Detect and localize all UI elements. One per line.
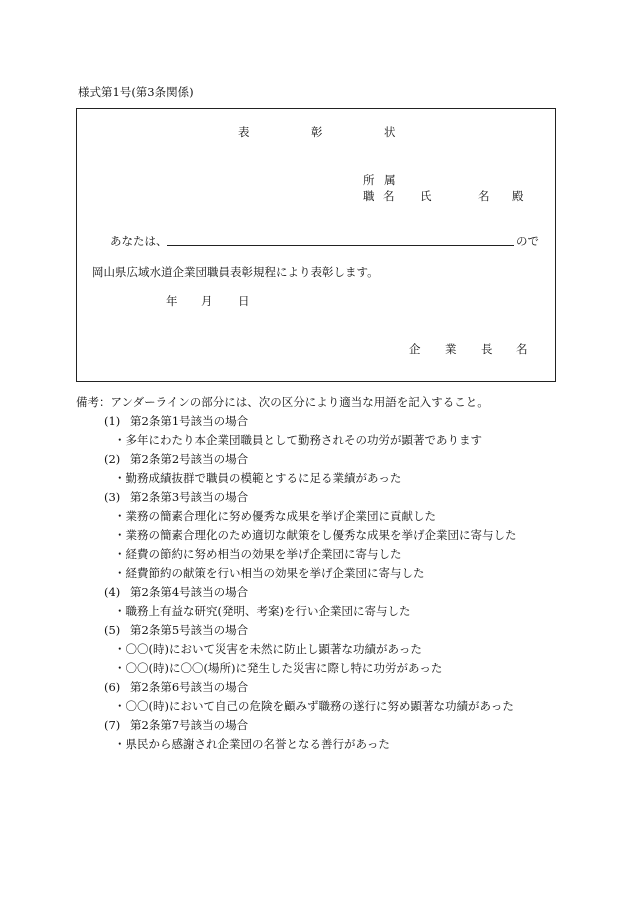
you-text: あなたは、 (110, 234, 168, 248)
list-item: ・〇〇(時)において自己の危険を顧みず職務の遂行に努め顕著な功績があった (114, 699, 514, 713)
list-item: ・〇〇(時)において災害を未然に防止し顕著な功績があった (114, 642, 422, 656)
section-number: (5) (104, 623, 121, 637)
certificate-heading-char: 状 (384, 125, 396, 139)
section-heading (104, 717, 248, 733)
name-label-char: 名 (478, 189, 490, 203)
date-year: 年 (166, 294, 178, 308)
list-item: ・県民から感謝され企業団の名誉となる善行があった (114, 737, 390, 751)
date-day: 日 (238, 294, 250, 308)
list-item: ・業務の簡素合理化のため適切な献策をし優秀な成果を挙げ企業団に寄与した (114, 528, 517, 542)
date-month: 月 (201, 294, 213, 308)
list-item: ・経費節約の献策を行い相当の効果を挙げ企業団に寄与した (114, 566, 425, 580)
section-number: (7) (104, 718, 121, 732)
because-text: ので (516, 234, 539, 248)
section-label: 第2条第2号該当の場合 (130, 452, 249, 466)
list-item: ・業務の簡素合理化に努め優秀な成果を挙げ企業団に貢献した (114, 509, 436, 523)
list-item: ・多年にわたり本企業団職員として勤務されその功労が顕著であります (114, 433, 482, 447)
affiliation-label: 所 属 (363, 173, 396, 187)
section-number: (6) (104, 680, 121, 694)
certificate-heading-char: 彰 (311, 125, 323, 139)
section-heading (104, 489, 248, 505)
list-item: ・勤務成績抜群で職員の模範とするに足る業績があった (114, 471, 402, 485)
head-title-char: 業 (445, 342, 457, 356)
head-title-char: 長 (481, 342, 493, 356)
list-item: ・経費の節約に努め相当の効果を挙げ企業団に寄与した (114, 547, 402, 561)
section-label: 第2条第1号該当の場合 (130, 414, 249, 428)
section-heading (104, 679, 248, 695)
name-label-char: 名 (383, 189, 395, 203)
name-label-char: 職 (363, 189, 375, 203)
section-heading (104, 413, 248, 429)
list-item: ・職務上有益な研究(発明、考案)を行い企業団に寄与した (114, 604, 411, 618)
section-heading (104, 584, 248, 600)
section-heading (104, 451, 248, 467)
section-label: 第2条第5号該当の場合 (130, 623, 249, 637)
name-label-char: 氏 (420, 189, 432, 203)
section-number: (1) (104, 414, 121, 428)
regulation-text: 岡山県広域水道企業団職員表彰規程により表彰します。 (92, 265, 379, 279)
section-label: 第2条第3号該当の場合 (130, 490, 249, 504)
list-item: ・〇〇(時)に〇〇(場所)に発生した災害に際し特に功労があった (114, 661, 443, 675)
name-label-char: 殿 (512, 189, 524, 203)
section-label: 第2条第6号該当の場合 (130, 680, 249, 694)
section-label: 第2条第7号該当の場合 (130, 718, 249, 732)
section-label: 第2条第4号該当の場合 (130, 585, 249, 599)
section-number: (3) (104, 490, 121, 504)
head-title-char: 名 (516, 342, 528, 356)
certificate-heading-char: 表 (238, 125, 250, 139)
section-number: (2) (104, 452, 121, 466)
fill-in-underline (167, 245, 514, 246)
remark-note: 備考：アンダーラインの部分には、次の区分により適当な用語を記入すること。 (76, 395, 489, 409)
form-number-title: 様式第1号(第3条関係) (78, 85, 194, 99)
head-title-char: 企 (409, 342, 421, 356)
section-heading (104, 622, 248, 638)
section-number: (4) (104, 585, 121, 599)
